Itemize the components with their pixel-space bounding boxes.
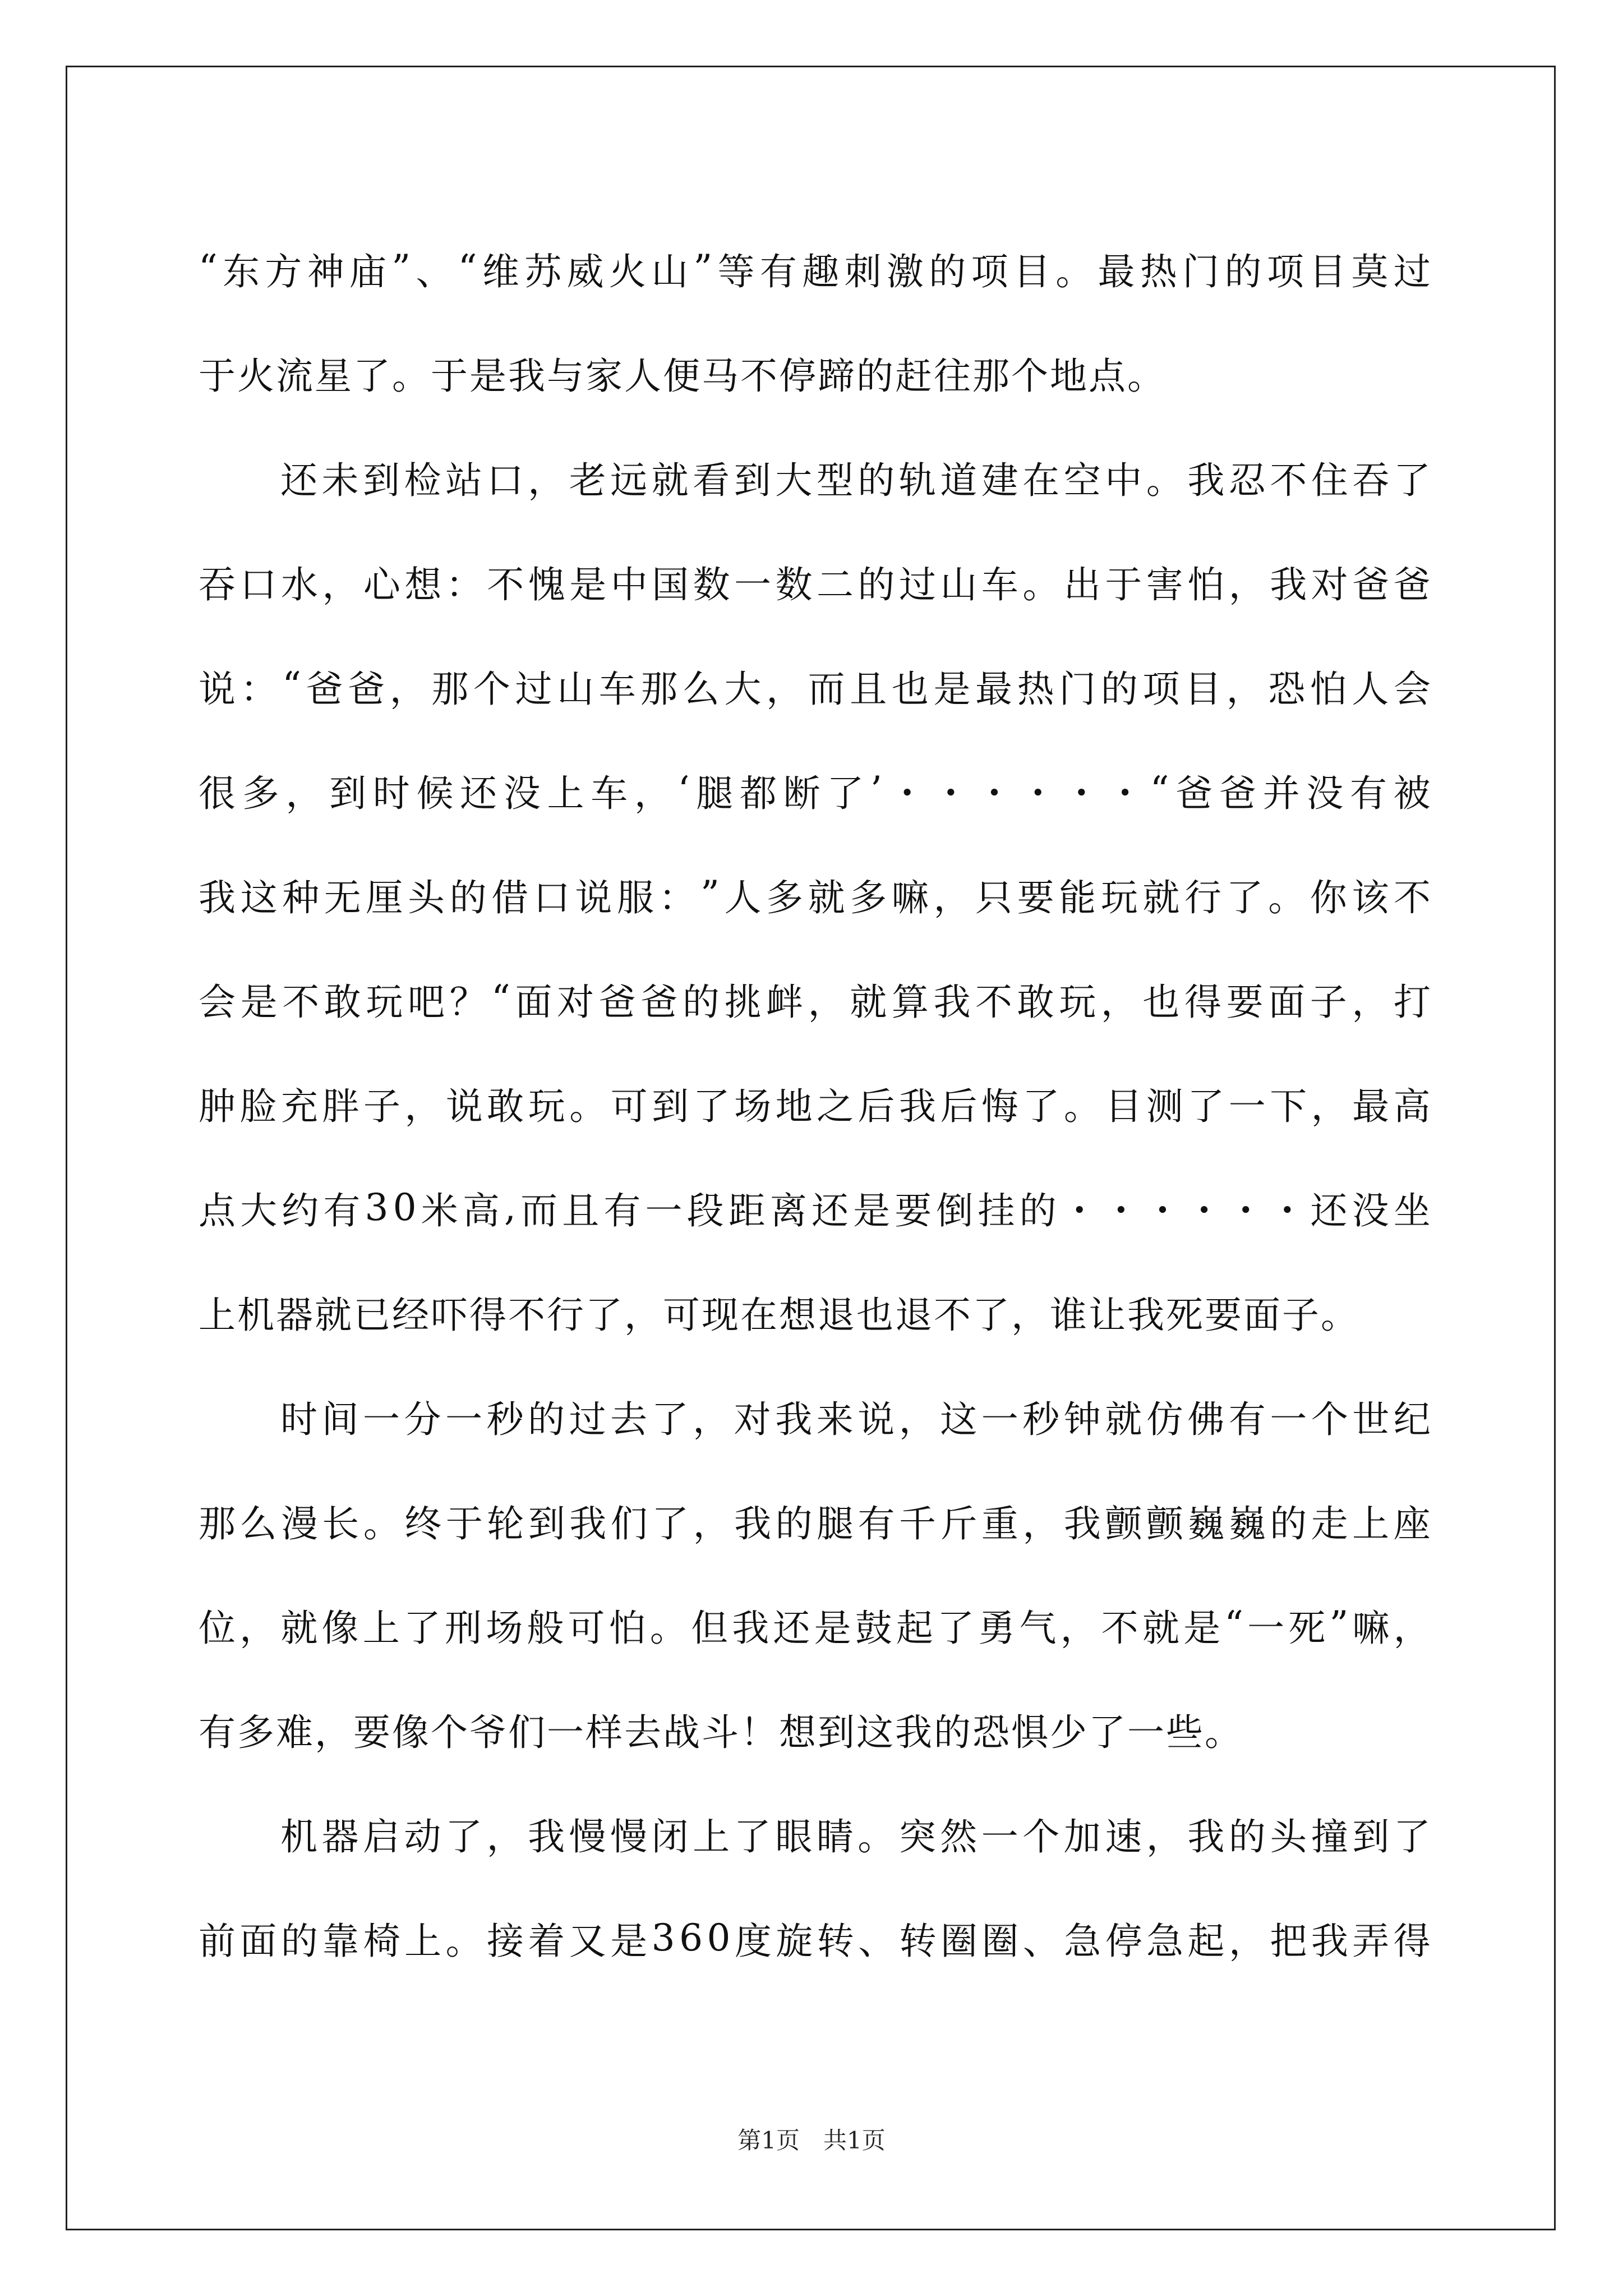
text-line: 肿 脸 充 胖 子 ， 说 敢 玩 。 可 到 了 场 地 之 后 我 后 悔 了 。 目 测 了 一 下 ， 最 高	[199, 1084, 1432, 1128]
text-line: 有多难，要像个爷们一样去战斗！想到这我的恐惧少了一些。	[199, 1710, 1243, 1754]
text-line: 那 么 漫 长 。 终 于 轮 到 我 们 了 ， 我 的 腿 有 千 斤 重 ， 我 颤 颤 巍 巍 的 走 上 座	[199, 1502, 1432, 1545]
text-line: 点 大 约 有 3 0 米 高 , 而 且 有 一 段 距 离 还 是 要 倒 挂 的 ・ ・ ・ ・ ・ ・ 还 没 坐	[199, 1185, 1432, 1232]
page-number-footer: 第1页 共1页	[737, 2127, 886, 2154]
text-line: 说 ： “ 爸 爸 ， 那 个 过 山 车 那 么 大 ， 而 且 也 是 最 热 门 的 项 目 ， 恐 怕 人 会	[199, 664, 1432, 711]
text-line: 于火流星了。于是我与家人便马不停蹄的赶往那个地点。	[199, 354, 1166, 398]
text-line: 前 面 的 靠 椅 上 。 接 着 又 是 3 6 0 度 旋 转 、 转 圈 圈 、 急 停 急 起 ， 把 我 弄 得	[199, 1916, 1432, 1963]
text-line: 还 未 到 检 站 口 ， 老 远 就 看 到 大 型 的 轨 道 建 在 空 中 。 我 忍 不 住 吞 了	[280, 458, 1432, 502]
text-line: 会 是 不 敢 玩 吧 ？ “ 面 对 爸 爸 的 挑 衅 ， 就 算 我 不 敢 玩 ， 也 得 要 面 子 ， 打	[199, 977, 1432, 1024]
text-line: 时 间 一 分 一 秒 的 过 去 了 ， 对 我 来 说 ， 这 一 秒 钟 就 仿 佛 有 一 个 世 纪	[280, 1397, 1432, 1441]
text-line: “ 东 方 神 庙 ” 、 “ 维 苏 威 火 山 ” 等 有 趣 刺 激 的 项 目 。 最 热 门 的 项 目 莫 过	[199, 246, 1432, 293]
text-line: 我 这 种 无 厘 头 的 借 口 说 服 ： ” 人 多 就 多 嘛 ， 只 要 能 玩 就 行 了 。 你 该 不	[199, 872, 1432, 919]
text-line: 机 器 启 动 了 ， 我 慢 慢 闭 上 了 眼 睛 。 突 然 一 个 加 速 ， 我 的 头 撞 到 了	[280, 1815, 1432, 1858]
text-line: 吞 口 水 ， 心 想 ： 不 愧 是 中 国 数 一 数 二 的 过 山 车 。 出 于 害 怕 ， 我 对 爸 爸	[199, 563, 1432, 606]
text-line: 很 多 ， 到 时 候 还 没 上 车 ， ‘ 腿 都 断 了 ’ ・ ・ ・ ・ ・ ・ “ 爸 爸 并 没 有 被	[199, 768, 1432, 815]
document-body	[199, 216, 1432, 1990]
text-line: 位 ， 就 像 上 了 刑 场 般 可 怕 。 但 我 还 是 鼓 起 了 勇 气 ， 不 就 是 “ 一 死 ” 嘛 ，	[199, 1603, 1432, 1650]
text-line: 上机器就已经吓得不行了，可现在想退也退不了，谁让我死要面子。	[199, 1293, 1359, 1337]
